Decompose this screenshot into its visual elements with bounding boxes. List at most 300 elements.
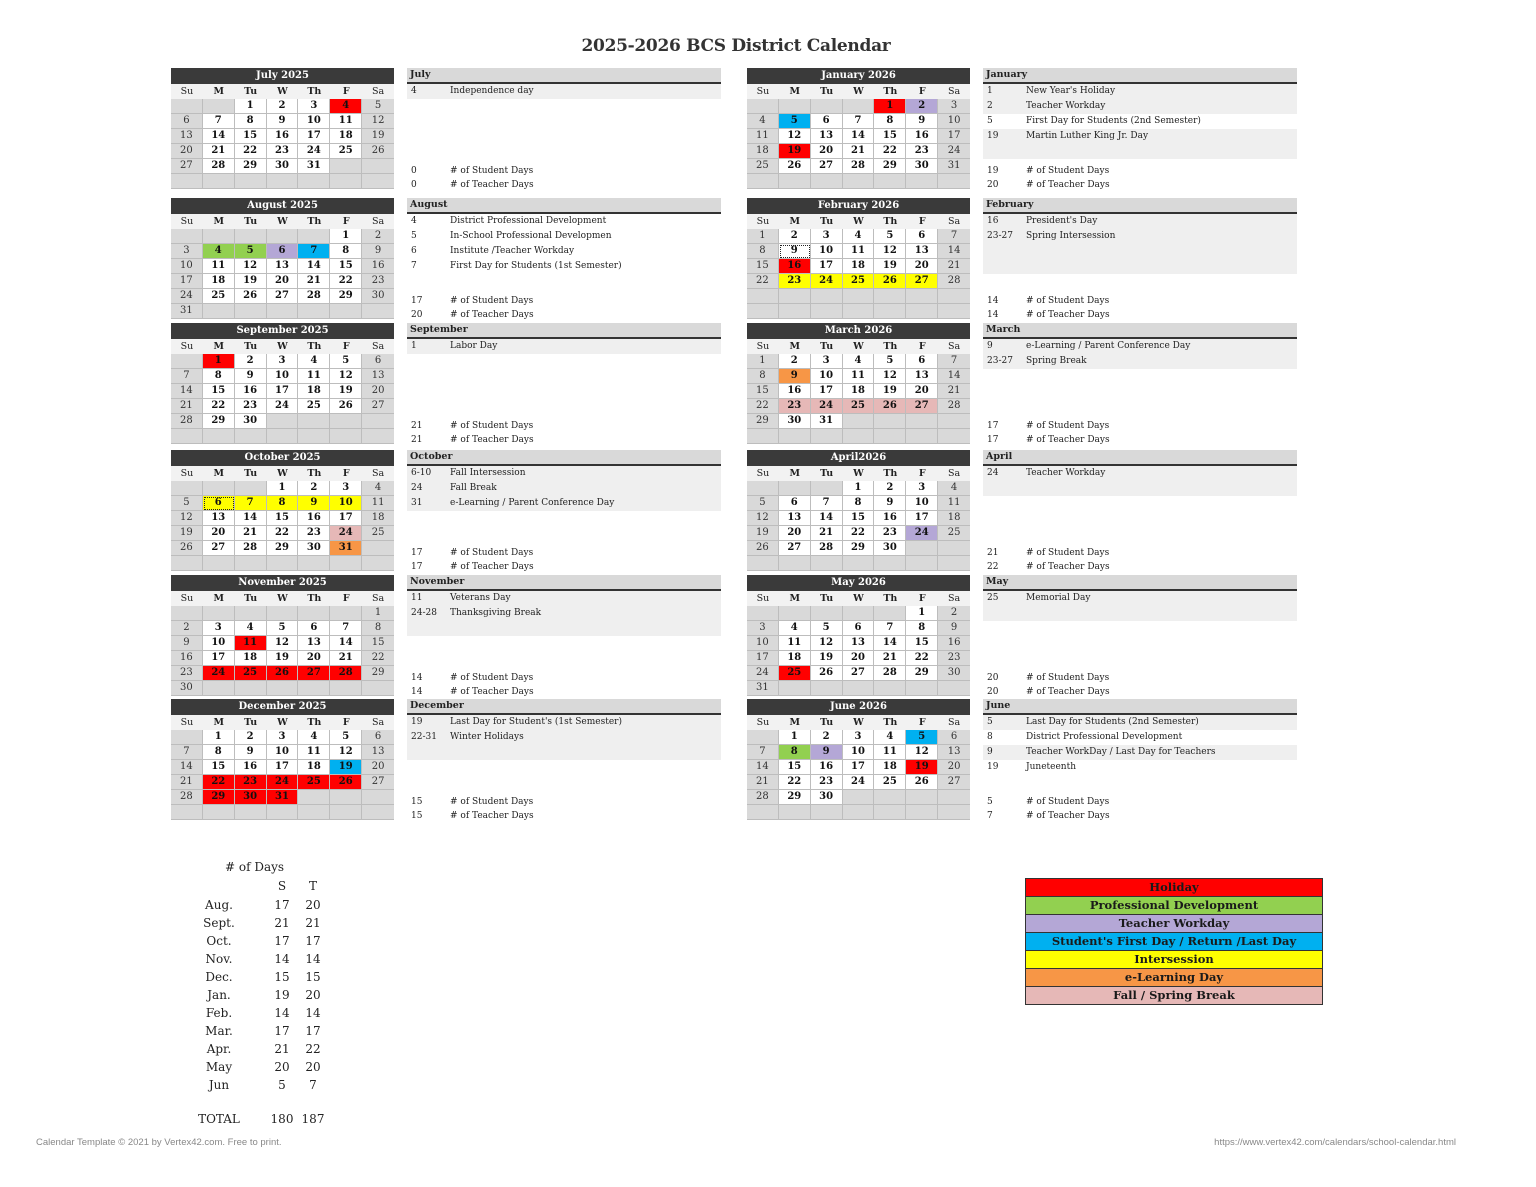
month-events <box>407 575 721 697</box>
student-days-count-row <box>407 419 721 433</box>
calendar-empty-cell <box>938 414 970 429</box>
calendar-day: 16 <box>267 129 299 144</box>
calendar-empty-cell <box>362 414 394 429</box>
student-days: 14 <box>274 1006 290 1020</box>
calendar-day-holiday: 31 <box>267 790 299 805</box>
month-calendar-title: July 2025 <box>171 68 394 84</box>
event-day: 23-27 <box>987 231 1013 241</box>
calendar-day: 28 <box>747 790 779 805</box>
calendar-empty-cell <box>938 541 970 556</box>
weekday-header: W <box>267 84 299 99</box>
weekday-header: Tu <box>235 214 267 229</box>
calendar-empty-cell <box>171 805 203 820</box>
calendar-day: 18 <box>874 760 906 775</box>
calendar-day: 11 <box>298 745 330 760</box>
calendar-day-elearning: 9 <box>779 369 811 384</box>
calendar-day: 20 <box>906 259 938 274</box>
calendar-day-intersession: 10 <box>330 496 362 511</box>
calendar-empty-cell <box>362 556 394 571</box>
calendar-empty-cell <box>298 805 330 820</box>
calendar-empty-cell <box>843 805 875 820</box>
calendar-day: 25 <box>362 526 394 541</box>
days-summary-row <box>196 1040 336 1058</box>
student-days-count-row <box>983 419 1297 433</box>
calendar-grid <box>171 339 394 444</box>
weekday-header: Su <box>171 84 203 99</box>
event-day: 5 <box>987 116 993 126</box>
legend-item-elearning: e-Learning Day <box>1026 969 1322 987</box>
event-row <box>407 496 721 511</box>
weekday-header: Th <box>298 84 330 99</box>
calendar-day: 28 <box>298 289 330 304</box>
teacher-days-count: 21 <box>411 435 423 445</box>
month-calendar-title: September 2025 <box>171 323 394 339</box>
calendar-day: 6 <box>362 354 394 369</box>
events-month-header: April <box>983 450 1297 466</box>
calendar-empty-cell <box>171 730 203 745</box>
days-summary-row <box>196 1022 336 1040</box>
calendar-day: 3 <box>906 481 938 496</box>
calendar-day: 1 <box>362 606 394 621</box>
event-day: 31 <box>411 498 423 508</box>
calendar-day: 25 <box>298 399 330 414</box>
calendar-day: 13 <box>362 745 394 760</box>
column-t-header: T <box>308 879 317 893</box>
calendar-day: 17 <box>843 760 875 775</box>
calendar-empty-cell <box>235 481 267 496</box>
event-row <box>407 214 721 229</box>
calendar-empty-cell <box>747 289 779 304</box>
calendar-day: 16 <box>906 129 938 144</box>
calendar-day-holiday: 25 <box>235 666 267 681</box>
calendar-day: 22 <box>362 651 394 666</box>
calendar-empty-cell <box>811 606 843 621</box>
student-days-count: 19 <box>987 166 999 176</box>
calendar-day: 12 <box>747 511 779 526</box>
calendar-day: 3 <box>203 621 235 636</box>
event-row <box>983 606 1297 621</box>
days-summary-row <box>196 932 336 950</box>
calendar-day: 11 <box>843 244 875 259</box>
calendar-empty-cell <box>362 159 394 174</box>
calendar-day-workday: 9 <box>811 745 843 760</box>
calendar-empty-cell <box>298 790 330 805</box>
calendar-day: 20 <box>906 384 938 399</box>
calendar-day: 8 <box>235 114 267 129</box>
calendar-empty-cell <box>330 606 362 621</box>
calendar-day: 21 <box>203 144 235 159</box>
weekday-header: F <box>330 214 362 229</box>
weekday-header: Su <box>747 715 779 730</box>
calendar-empty-cell <box>203 556 235 571</box>
event-description: In-School Professional Developmen <box>450 231 612 241</box>
calendar-empty-cell <box>811 174 843 189</box>
calendar-day: 13 <box>171 129 203 144</box>
calendar-day: 22 <box>874 144 906 159</box>
calendar-day: 14 <box>843 129 875 144</box>
event-row <box>983 229 1297 244</box>
event-description: Last Day for Student's (1st Semester) <box>450 717 622 727</box>
teacher-days-count: 0 <box>411 180 417 190</box>
calendar-day: 16 <box>298 511 330 526</box>
calendar-empty-cell <box>811 681 843 696</box>
teacher-days-count-label: # of Teacher Days <box>450 562 534 572</box>
calendar-day: 3 <box>843 730 875 745</box>
calendar-empty-cell <box>235 606 267 621</box>
calendar-day: 14 <box>938 369 970 384</box>
calendar-day: 15 <box>235 129 267 144</box>
calendar-day: 9 <box>362 244 394 259</box>
calendar-day: 26 <box>779 159 811 174</box>
calendar-day: 10 <box>298 114 330 129</box>
event-day: 4 <box>411 216 417 226</box>
weekday-header: M <box>203 466 235 481</box>
calendar-day: 10 <box>747 636 779 651</box>
calendar-day: 11 <box>203 259 235 274</box>
calendar-empty-cell <box>330 790 362 805</box>
teacher-days-count: 20 <box>987 180 999 190</box>
calendar-day: 3 <box>298 99 330 114</box>
calendar-empty-cell <box>267 556 299 571</box>
calendar-day: 9 <box>779 244 811 259</box>
teacher-days-count-row <box>983 178 1297 192</box>
calendar-day-holiday: 24 <box>267 775 299 790</box>
calendar-empty-cell <box>298 556 330 571</box>
calendar-day: 22 <box>843 526 875 541</box>
calendar-day-holiday: 16 <box>779 259 811 274</box>
calendar-empty-cell <box>235 174 267 189</box>
calendar-day: 28 <box>938 274 970 289</box>
calendar-day-intersession: 7 <box>235 496 267 511</box>
calendar-empty-cell <box>874 414 906 429</box>
calendar-day: 26 <box>906 775 938 790</box>
calendar-day: 18 <box>203 274 235 289</box>
events-month-header: July <box>407 68 721 84</box>
calendar-day-first: 7 <box>298 244 330 259</box>
calendar-day: 10 <box>938 114 970 129</box>
calendar-empty-cell <box>267 414 299 429</box>
weekday-header: F <box>906 214 938 229</box>
teacher-days-count-label: # of Teacher Days <box>450 310 534 320</box>
weekday-header: F <box>906 591 938 606</box>
calendar-day: 30 <box>362 289 394 304</box>
month-calendar <box>171 198 394 319</box>
calendar-day: 11 <box>779 636 811 651</box>
calendar-day: 16 <box>235 760 267 775</box>
event-day: 19 <box>987 131 999 141</box>
calendar-day: 6 <box>362 730 394 745</box>
event-description: Spring Break <box>1026 356 1087 366</box>
calendar-day: 16 <box>235 384 267 399</box>
calendar-day: 8 <box>874 114 906 129</box>
weekday-header: M <box>779 339 811 354</box>
teacher-days: 7 <box>309 1078 317 1092</box>
calendar-day: 15 <box>330 259 362 274</box>
calendar-day: 15 <box>362 636 394 651</box>
event-description: First Day for Students (1st Semester) <box>450 261 622 271</box>
month-block-february <box>747 198 1536 324</box>
calendar-day: 19 <box>747 526 779 541</box>
teacher-days-count-label: # of Teacher Days <box>1026 435 1110 445</box>
calendar-empty-cell <box>235 681 267 696</box>
calendar-empty-cell <box>779 681 811 696</box>
student-days-count-label: # of Student Days <box>450 296 534 306</box>
calendar-day: 12 <box>330 745 362 760</box>
calendar-empty-cell <box>330 805 362 820</box>
calendar-day: 26 <box>171 541 203 556</box>
teacher-days: 15 <box>305 970 321 984</box>
event-description: Juneteenth <box>1026 762 1077 772</box>
calendar-empty-cell <box>203 304 235 319</box>
calendar-day-holiday: 1 <box>874 99 906 114</box>
calendar-empty-cell <box>235 229 267 244</box>
calendar-day: 23 <box>906 144 938 159</box>
calendar-day: 4 <box>362 481 394 496</box>
calendar-day-holiday: 27 <box>298 666 330 681</box>
total-teacher-days: 187 <box>301 1112 325 1126</box>
calendar-empty-cell <box>874 174 906 189</box>
calendar-day: 21 <box>298 274 330 289</box>
month-calendar <box>171 699 394 820</box>
month-calendar-title: January 2026 <box>747 68 970 84</box>
calendar-day: 10 <box>811 369 843 384</box>
month-calendar-title: August 2025 <box>171 198 394 214</box>
event-description: Fall Intersession <box>450 468 526 478</box>
weekday-header: Su <box>171 466 203 481</box>
calendar-day: 18 <box>330 129 362 144</box>
weekday-header: W <box>267 715 299 730</box>
teacher-days-count-row <box>407 433 721 447</box>
month-calendar <box>747 575 970 696</box>
weekday-header: Tu <box>811 591 843 606</box>
calendar-day: 22 <box>235 144 267 159</box>
calendar-empty-cell <box>874 790 906 805</box>
calendar-empty-cell <box>843 289 875 304</box>
weekday-header: Sa <box>362 466 394 481</box>
event-description: Fall Break <box>450 483 497 493</box>
calendar-day: 8 <box>330 244 362 259</box>
calendar-day: 14 <box>171 384 203 399</box>
calendar-empty-cell <box>203 99 235 114</box>
calendar-day: 18 <box>298 384 330 399</box>
calendar-empty-cell <box>874 304 906 319</box>
calendar-day-first: 19 <box>330 760 362 775</box>
calendar-empty-cell <box>171 606 203 621</box>
calendar-day: 17 <box>906 511 938 526</box>
month-calendar <box>171 575 394 696</box>
calendar-day: 7 <box>203 114 235 129</box>
student-days-count: 14 <box>987 296 999 306</box>
calendar-day: 9 <box>906 114 938 129</box>
month-calendar-title: May 2026 <box>747 575 970 591</box>
student-days-count-row <box>407 671 721 685</box>
calendar-day: 6 <box>843 621 875 636</box>
event-row <box>983 84 1297 99</box>
calendar-day: 29 <box>203 414 235 429</box>
column-s-header: S <box>277 879 287 893</box>
days-summary-row <box>196 986 336 1004</box>
teacher-days-count: 20 <box>411 310 423 320</box>
calendar-day-elearning: 31 <box>330 541 362 556</box>
calendar-day: 13 <box>906 244 938 259</box>
calendar-day: 28 <box>171 414 203 429</box>
calendar-empty-cell <box>779 289 811 304</box>
calendar-grid <box>747 466 970 571</box>
calendar-day: 16 <box>811 760 843 775</box>
student-days-count: 5 <box>987 797 993 807</box>
month-block-may <box>747 575 1536 701</box>
calendar-day: 20 <box>203 526 235 541</box>
event-day: 2 <box>987 101 993 111</box>
event-day: 19 <box>987 762 999 772</box>
event-description: Martin Luther King Jr. Day <box>1026 131 1149 141</box>
calendar-empty-cell <box>874 289 906 304</box>
weekday-header: Su <box>171 339 203 354</box>
calendar-day: 26 <box>330 399 362 414</box>
calendar-day: 5 <box>747 496 779 511</box>
weekday-header: F <box>906 715 938 730</box>
calendar-day: 25 <box>747 159 779 174</box>
calendar-day: 24 <box>747 666 779 681</box>
student-days: 19 <box>274 988 290 1002</box>
weekday-header: Th <box>298 466 330 481</box>
calendar-day: 12 <box>171 511 203 526</box>
teacher-days-count-row <box>407 809 721 823</box>
month-calendar <box>747 68 970 189</box>
calendar-day: 27 <box>811 159 843 174</box>
calendar-day-break: 24 <box>811 399 843 414</box>
calendar-empty-cell <box>267 229 299 244</box>
days-summary-row <box>196 950 336 968</box>
weekday-header: M <box>779 591 811 606</box>
total-label: TOTAL <box>198 1112 240 1126</box>
event-day: 5 <box>411 231 417 241</box>
calendar-empty-cell <box>298 681 330 696</box>
events-month-header: January <box>983 68 1297 84</box>
calendar-day: 18 <box>362 511 394 526</box>
student-days-count-row <box>983 546 1297 560</box>
event-day: 9 <box>987 747 993 757</box>
student-days-count-label: # of Student Days <box>1026 166 1110 176</box>
calendar-day: 8 <box>747 244 779 259</box>
weekday-header: W <box>267 214 299 229</box>
event-description: New Year's Holiday <box>1026 86 1116 96</box>
calendar-day: 2 <box>235 354 267 369</box>
month-label: Feb. <box>205 1006 233 1020</box>
calendar-day: 29 <box>843 541 875 556</box>
calendar-day: 30 <box>874 541 906 556</box>
calendar-day: 8 <box>203 745 235 760</box>
calendar-empty-cell <box>267 304 299 319</box>
teacher-days: 20 <box>305 898 321 912</box>
weekday-header: Su <box>171 715 203 730</box>
calendar-day: 1 <box>235 99 267 114</box>
footer-url[interactable]: https://www.vertex42.com/calendars/school-calendar.html <box>1214 1137 1456 1148</box>
calendar-day-intersession: 23 <box>779 274 811 289</box>
month-events <box>407 323 721 445</box>
weekday-header: Su <box>171 591 203 606</box>
weekday-header: Sa <box>362 591 394 606</box>
student-days-count-label: # of Student Days <box>1026 797 1110 807</box>
calendar-day: 18 <box>843 384 875 399</box>
event-row <box>983 114 1297 129</box>
events-month-header: November <box>407 575 721 591</box>
calendar-day-break: 23 <box>779 399 811 414</box>
student-days-count-row <box>407 795 721 809</box>
event-description: Teacher WorkDay / Last Day for Teachers <box>1026 747 1216 757</box>
events-month-header: June <box>983 699 1297 715</box>
month-events <box>983 198 1297 320</box>
calendar-day: 20 <box>267 274 299 289</box>
weekday-header: M <box>779 466 811 481</box>
teacher-days: 17 <box>305 1024 321 1038</box>
calendar-day-break: 25 <box>843 399 875 414</box>
calendar-grid <box>747 84 970 189</box>
calendar-day: 12 <box>235 259 267 274</box>
calendar-day: 3 <box>811 229 843 244</box>
calendar-day: 4 <box>298 730 330 745</box>
days-summary-row <box>196 1076 336 1094</box>
calendar-day-holiday: 29 <box>203 790 235 805</box>
calendar-day: 29 <box>362 666 394 681</box>
calendar-day: 15 <box>843 511 875 526</box>
weekday-header: F <box>330 339 362 354</box>
calendar-day: 27 <box>362 775 394 790</box>
weekday-header: Sa <box>362 84 394 99</box>
weekday-header: Tu <box>235 466 267 481</box>
events-month-header: May <box>983 575 1297 591</box>
calendar-day: 28 <box>938 399 970 414</box>
calendar-day: 30 <box>811 790 843 805</box>
calendar-day-holiday: 19 <box>779 144 811 159</box>
month-label: Nov. <box>205 952 233 966</box>
calendar-day: 9 <box>235 745 267 760</box>
event-row <box>983 760 1297 775</box>
calendar-day: 22 <box>203 399 235 414</box>
calendar-empty-cell <box>171 99 203 114</box>
calendar-day: 1 <box>747 229 779 244</box>
calendar-day-holiday: 26 <box>267 666 299 681</box>
calendar-day: 28 <box>811 541 843 556</box>
weekday-header: Th <box>298 715 330 730</box>
month-events <box>407 198 721 320</box>
weekday-header: Sa <box>938 466 970 481</box>
calendar-day: 27 <box>843 666 875 681</box>
calendar-day: 19 <box>874 384 906 399</box>
calendar-day-intersession: 9 <box>298 496 330 511</box>
month-events <box>983 68 1297 190</box>
days-summary-row <box>196 968 336 986</box>
month-calendar-title: December 2025 <box>171 699 394 715</box>
calendar-day: 4 <box>843 229 875 244</box>
calendar-day: 23 <box>267 144 299 159</box>
color-legend <box>1025 878 1323 1005</box>
student-days-count-row <box>407 546 721 560</box>
calendar-day: 10 <box>203 636 235 651</box>
calendar-day: 29 <box>874 159 906 174</box>
month-label: Sept. <box>203 916 235 930</box>
calendar-day: 9 <box>171 636 203 651</box>
event-row <box>407 606 721 621</box>
calendar-day: 1 <box>906 606 938 621</box>
month-calendar-title: June 2026 <box>747 699 970 715</box>
calendar-day: 2 <box>298 481 330 496</box>
calendar-day: 21 <box>843 144 875 159</box>
calendar-day: 27 <box>267 289 299 304</box>
calendar-empty-cell <box>362 790 394 805</box>
calendar-grid <box>171 214 394 319</box>
calendar-day: 20 <box>811 144 843 159</box>
